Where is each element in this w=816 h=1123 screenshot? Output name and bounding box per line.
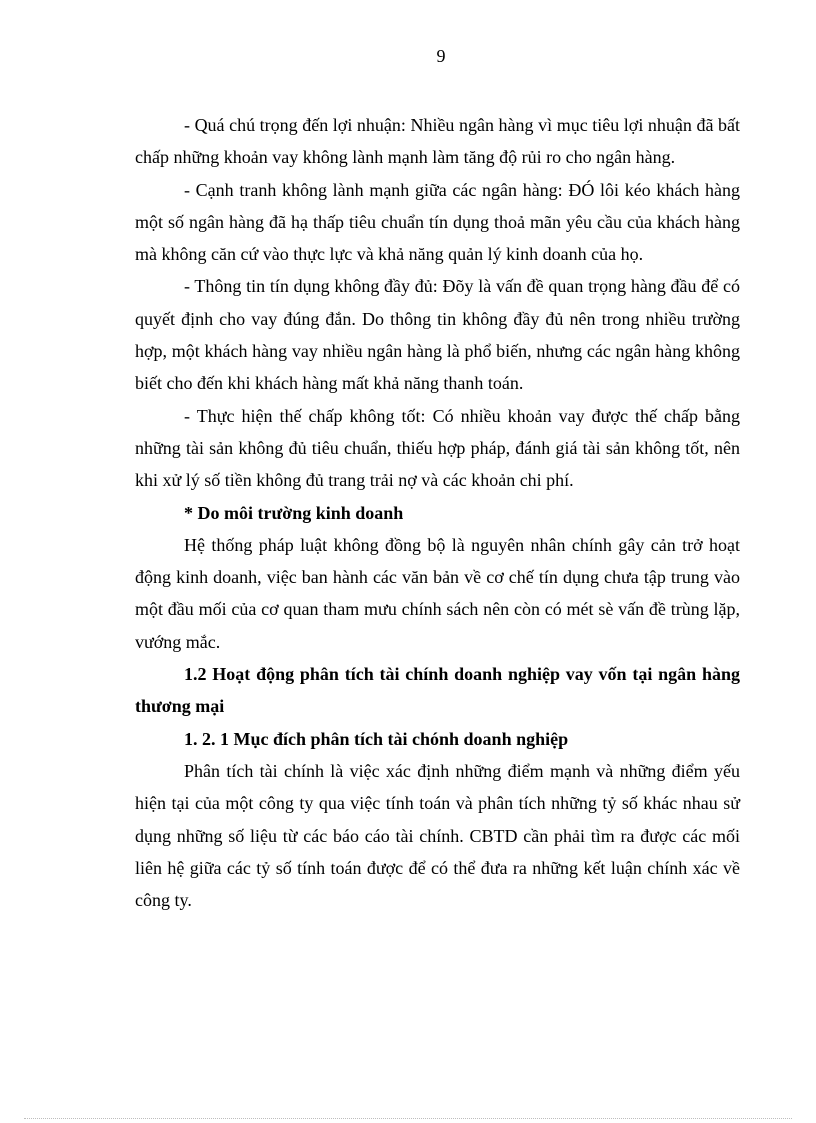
paragraph-profit-focus: - Quá chú trọng đến lợi nhuận: Nhiều ngân hàng vì mục tiêu lợi nhuận đã bất chấp những khoản vay không lành mạnh làm tăng độ rủi ro cho ngân hàng.: [135, 115, 740, 168]
page-number: 9: [436, 46, 446, 66]
page-bottom-divider: [24, 1118, 792, 1119]
document-body: [135, 109, 740, 916]
subsection-heading-1-2-1: 1. 2. 1 Mục đích phân tích tài chónh doanh nghiệp: [184, 728, 569, 749]
paragraph-credit-information: - Thông tin tín dụng không đầy đủ: Đõy là vấn đề quan trọng hàng đầu để có quyết định cho vay đúng đắn. Do thông tin không đầy đủ nên trong nhiều trường hợp, một khách hàng vay nhiều ngân hàng là phổ biến, nhưng các ngân hàng không biết cho đến khi khách hàng mất khả năng thanh toán.: [135, 276, 740, 394]
paragraph-financial-analysis: Phân tích tài chính là việc xác định những điểm mạnh và những điểm yếu hiện tại của một công ty qua việc tính toán và phân tích những tỷ số khác nhau sử dụng những số liệu từ các báo cáo tài chính. CBTD cần phải tìm ra được các mối liên hệ giữa các tỷ số tính toán được để có thể đưa ra những kết luận chính xác về công ty.: [135, 760, 740, 911]
section-heading-1-2: 1.2 Hoạt động phân tích tài chính doanh nghiệp vay vốn tại ngân hàng thương mại: [135, 664, 740, 717]
paragraph-unhealthy-competition: - Cạnh tranh không lành mạnh giữa các ngân hàng: ĐÓ lôi kéo khách hàng một số ngân hàng đã hạ thấp tiêu chuẩn tín dụng thoả mãn yêu cầu của khách hàng mà không căn cứ vào thực lực và khả năng quản lý kinh doanh của họ.: [135, 179, 740, 265]
paragraph-legal-system: Hệ thống pháp luật không đồng bộ là nguyên nhân chính gây cản trở hoạt động kinh doanh, việc ban hành các văn bản về cơ chế tín dụng chưa tập trung vào một đầu mối của cơ quan tham mưu chính sách nên còn có mét sè vấn đề trùng lặp, vướng mắc.: [135, 534, 740, 652]
paragraph-collateral: - Thực hiện thế chấp không tốt: Có nhiều khoản vay được thế chấp bằng những tài sản không đủ tiêu chuẩn, thiếu hợp pháp, đánh giá tài sản không tốt, nên khi xử lý số tiền không đủ trang trải nợ và các khoản chi phí.: [135, 405, 740, 491]
heading-business-environment: * Do môi trường kinh doanh: [184, 502, 404, 523]
